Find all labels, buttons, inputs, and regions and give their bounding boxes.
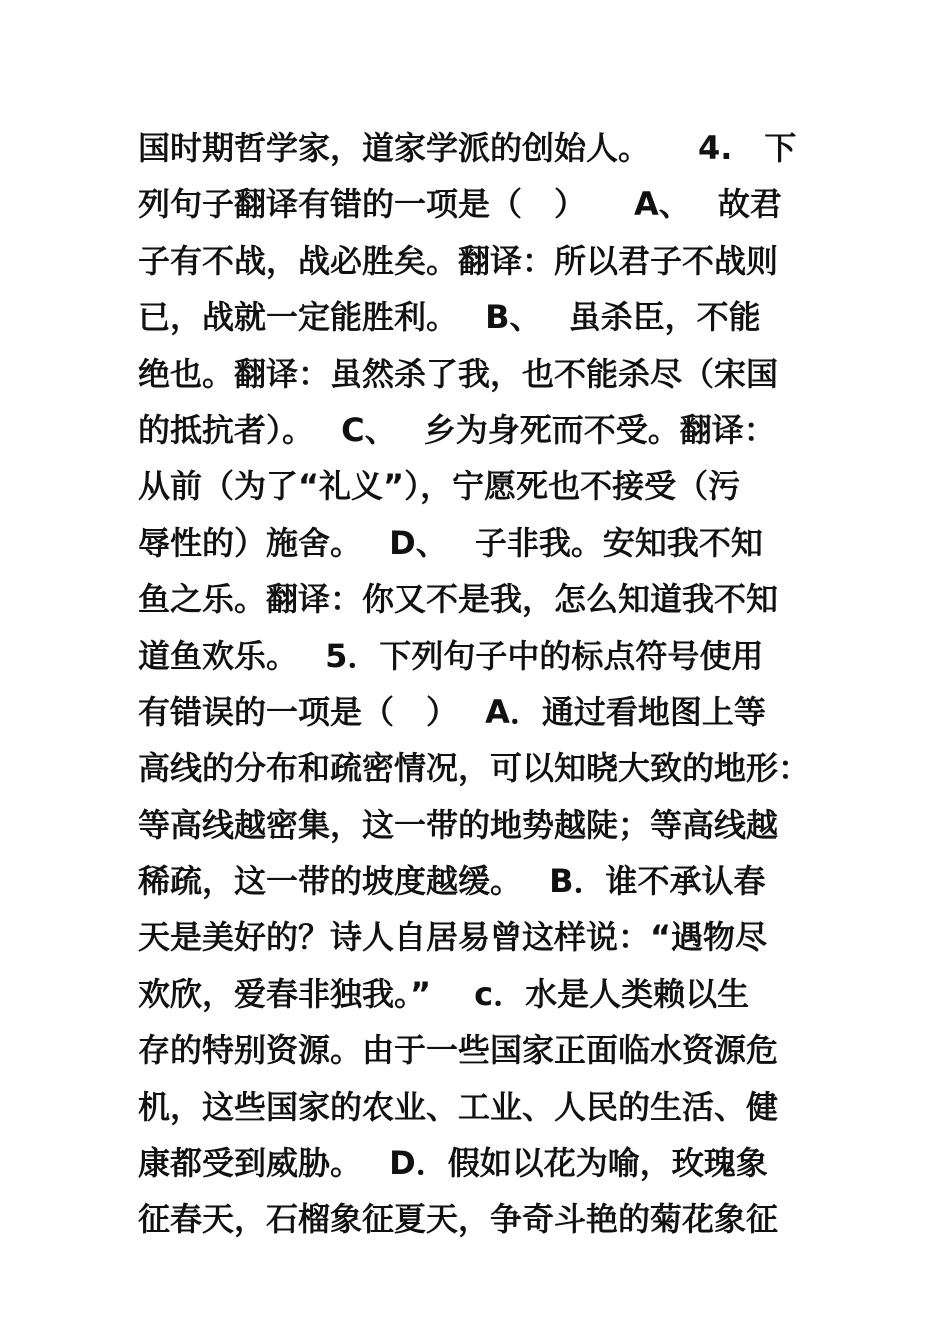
text-line-1: 国时期哲学家，道家学派的创始人。 4. 下 [138,129,797,167]
text-line-3: 子有不战，战必胜矣。翻译：所以君子不战则 [138,241,779,280]
text-line-6: 的抵抗者）。 C、 乡为身死而不受。翻译： [138,410,776,449]
text-line-2: 列句子翻译有错的一项是（ ） A、 故君 [138,185,782,224]
text-line-13: 等高线越密集，这一带的地势越陡；等高线越 [138,805,779,844]
text-line-17: 存的特别资源。由于一些国家正面临水资源危 [138,1031,779,1070]
text-line-10: 道鱼欢乐。 5．下列句子中的标点符号使用 [138,636,764,675]
text-line-7: 从前（为了“礼义”），宁愿死也不接受（污 [138,467,741,506]
text-line-11: 有错误的一项是（ ） A．通过看地图上等 [138,692,766,731]
body-text [138,120,838,1248]
text-line-14: 稀疏，这一带的坡度越缓。 B．谁不承认春 [138,862,766,901]
text-line-16: 欢欣，爱春非独我。” c．水是人类赖以生 [138,974,750,1013]
text-line-15: 天是美好的？诗人自居易曾这样说：“遇物尽 [138,918,768,957]
text-line-4: 已，战就一定能胜利。 B、 虽杀臣，不能 [138,298,761,337]
text-line-8: 辱性的）施舍。 D、 子非我。安知我不知 [138,523,763,562]
text-line-20: 征春天，石榴象征夏天，争奇斗艳的菊花象征 [138,1200,779,1239]
text-line-19: 康都受到威胁。 D．假如以花为喻，玫瑰象 [138,1144,768,1183]
text-line-18: 机，这些国家的农业、工业、人民的生活、健 [138,1087,779,1126]
text-line-5: 绝也。翻译：虽然杀了我，也不能杀尽（宋国 [138,354,779,393]
text-line-12: 高线的分布和疏密情况，可以知晓大致的地形： [138,749,811,788]
text-line-9: 鱼之乐。翻译：你又不是我，怎么知道我不知 [138,580,779,619]
